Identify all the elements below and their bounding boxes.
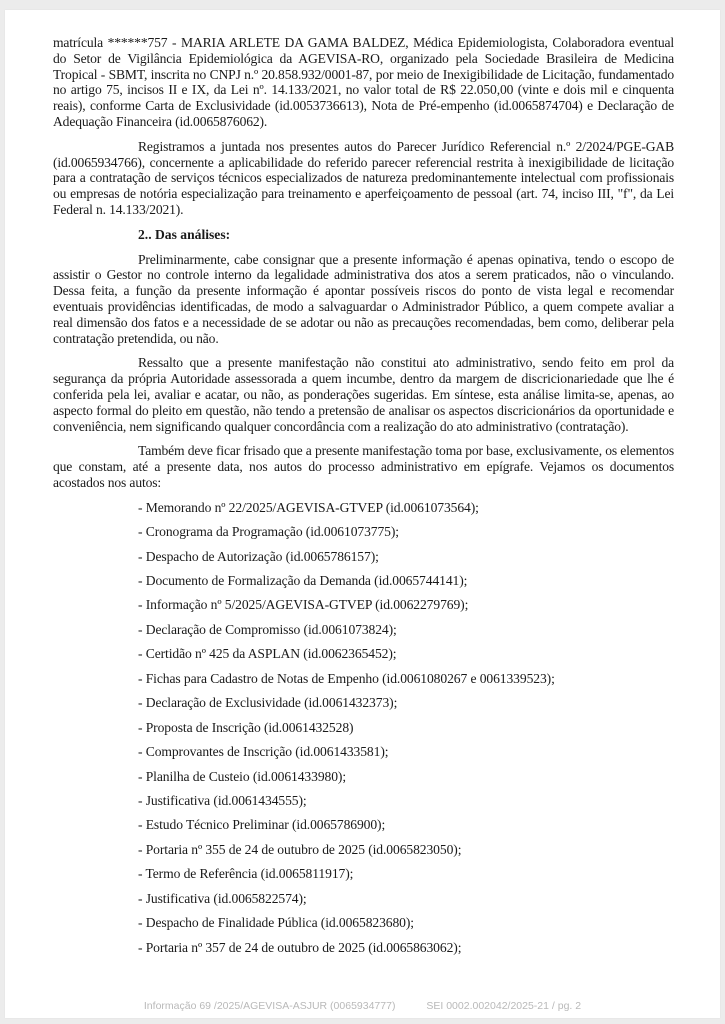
document-page	[5, 10, 720, 1018]
paragraph-preliminary: Preliminarmente, cabe consignar que a presente informação é apenas opinativa, tendo o escopo de assistir o Gestor no controle interno da legalidade administrativa dos atos a serem praticados, não o vinculando. Dessa feita, a função da presente informação é apontar possíveis riscos do ponto de vista legal e recomendar eventuais providências identificadas, de modo a salvaguardar o Administrador Público, a quem compete avaliar a real dimensão dos fatos e a necessidade de se adotar ou não as precauções recomendadas, bem como, deliberar pela contratação pretendida, ou não.	[53, 251, 674, 346]
paragraph-documents-intro: Também deve ficar frisado que a presente manifestação toma por base, exclusivamente, os elementos que constam, até a presente data, nos autos do processo administrativo em epígrafe. Vejamos os documentos acostados nos autos:	[53, 443, 674, 490]
list-item: - Comprovantes de Inscrição (id.0061433581);	[138, 744, 389, 760]
list-item: - Planilha de Custeio (id.0061433980);	[138, 768, 347, 784]
list-item: - Estudo Técnico Preliminar (id.0065786900);	[138, 817, 386, 833]
list-item: - Portaria nº 357 de 24 de outubro de 2025 (id.0065863062);	[138, 939, 462, 955]
list-item: - Declaração de Compromisso (id.0061073824);	[138, 621, 397, 637]
list-item: - Fichas para Cadastro de Notas de Empenho (id.0061080267 e 0061339523);	[138, 670, 555, 686]
list-item: - Documento de Formalização da Demanda (id.0065744141);	[138, 573, 468, 589]
footer-document-reference: Informação 69 /2025/AGEVISA-ASJUR (0065934777)	[143, 1000, 396, 1012]
paragraph-legal-opinion: Registramos a juntada nos presentes autos do Parecer Jurídico Referencial n.º 2/2024/PGE-GAB (id.0065934766), concernente a aplicabilidade do referido parecer referencial restrita à inexigibilidade de licitação para a contratação de serviços técnicos especializados de natureza predominantemente intelectual com profissionais ou empresas de notória especialização para treinamento e aperfeiçoamento de pessoal (art. 74, inciso III, "f", da Lei Federal n. 14.133/2021).	[53, 138, 674, 217]
list-item: - Certidão nº 425 da ASPLAN (id.0062365452);	[138, 646, 397, 662]
list-item: - Informação nº 5/2025/AGEVISA-GTVEP (id.0062279769);	[138, 597, 469, 613]
paragraph-not-administrative-act: Ressalto que a presente manifestação não constitui ato administrativo, sendo feito em prol da segurança da própria Autoridade assessorada a quem incumbe, dentro da margem de discricionariedade que lhe é conferida pela lei, avaliar e acatar, ou não, as ponderações sugeridas. Em síntese, esta análise limita-se, apenas, ao aspecto formal do pleito em questão, não tendo a pretensão de analisar os aspectos discricionários da oportunidade e conveniência, nem significando qualquer concordância com a realização do ato administrativo (contratação).	[53, 355, 674, 434]
section-heading-analises: 2.. Das análises:	[138, 226, 231, 242]
list-item: - Justificativa (id.0065822574);	[138, 890, 307, 906]
paragraph-contract-details: matrícula ******757 - MARIA ARLETE DA GAMA BALDEZ, Médica Epidemiologista, Colaboradora eventual do Setor de Vigilância Epidemiológica da AGEVISA-RO, organizado pela Sociedade Brasileira de Medicina Tropical - SBMT, inscrita no CNPJ n.º 20.858.932/0001-87, por meio de Inexigibilidade de Licitação, fundamentado no artigo 75, incisos II e IX, da Lei nº. 14.133/2021, no valor total de R$ 22.050,00 (vinte e dois mil e cinquenta reais), conforme Carta de Exclusividade (id.0053736613), Nota de Pré-empenho (id.0065874704) e Declaração de Adequação Financeira (id.0065876062).	[53, 35, 674, 129]
list-item: - Proposta de Inscrição (id.0061432528)	[138, 719, 354, 735]
list-item: - Portaria nº 355 de 24 de outubro de 2025 (id.0065823050);	[138, 841, 462, 857]
list-item: - Justificativa (id.0061434555);	[138, 792, 307, 808]
list-item: - Despacho de Finalidade Pública (id.0065823680);	[138, 915, 414, 931]
footer-process-page: SEI 0002.002042/2025-21 / pg. 2	[426, 1000, 582, 1012]
list-item: - Memorando nº 22/2025/AGEVISA-GTVEP (id.0061073564);	[138, 499, 479, 515]
page-footer	[0, 1000, 725, 1012]
documents-list	[53, 500, 674, 964]
document-body	[53, 35, 674, 964]
list-item: - Cronograma da Programação (id.0061073775);	[138, 524, 399, 540]
list-item: - Despacho de Autorização (id.0065786157);	[138, 548, 379, 564]
list-item: - Termo de Referência (id.0065811917);	[138, 866, 354, 882]
list-item: - Declaração de Exclusividade (id.0061432373);	[138, 695, 398, 711]
